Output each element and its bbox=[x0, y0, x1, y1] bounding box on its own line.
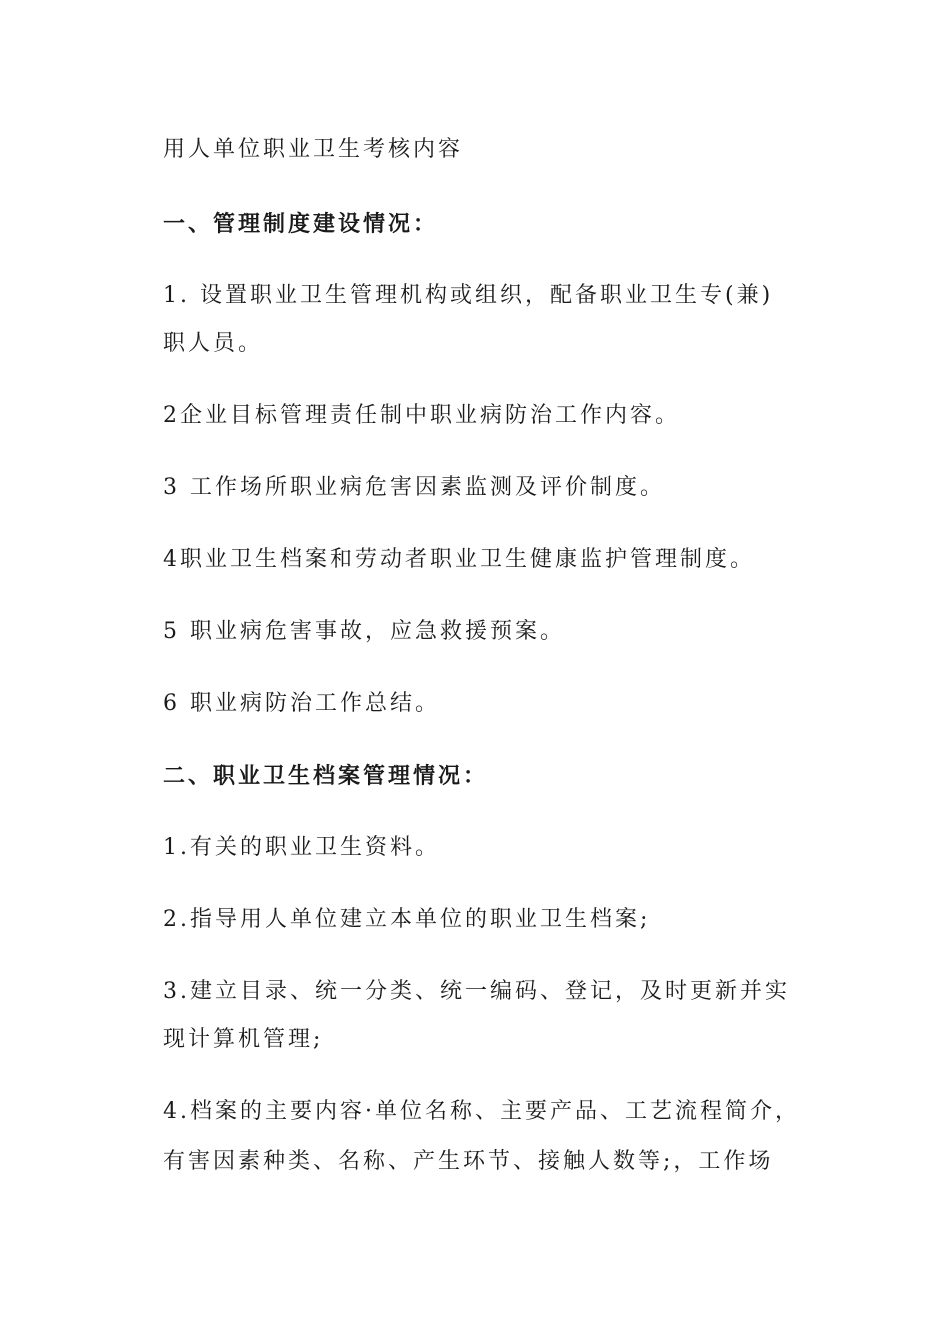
section-2-item-3-line-1: 3.建立目录、统一分类、统一编码、登记，及时更新并实 bbox=[163, 979, 790, 1004]
section-2-item-2: 2.指导用人单位建立本单位的职业卫生档案; bbox=[163, 907, 651, 932]
section-2-item-4-line-1: 4.档案的主要内容·单位名称、主要产品、工艺流程简介， bbox=[163, 1099, 800, 1124]
section-1-item-3: 3 工作场所职业病危害因素监测及评价制度。 bbox=[163, 475, 665, 500]
section-1-item-5: 5 职业病危害事故，应急救援预案。 bbox=[163, 619, 565, 644]
section-2-heading: 二、职业卫生档案管理情况： bbox=[163, 763, 489, 789]
section-1-item-1-line-2: 职人员。 bbox=[163, 331, 264, 356]
section-1-heading: 一、管理制度建设情况： bbox=[163, 211, 439, 237]
section-2-item-4-line-2: 有害因素种类、名称、产生环节、接触人数等;，工作场 bbox=[163, 1149, 774, 1174]
section-1-item-2: 2企业目标管理责任制中职业病防治工作内容。 bbox=[163, 403, 680, 428]
section-1-item-4: 4职业卫生档案和劳动者职业卫生健康监护管理制度。 bbox=[163, 547, 755, 572]
section-2-item-1: 1.有关的职业卫生资料。 bbox=[163, 835, 440, 860]
section-1-item-1-line-1: 1. 设置职业卫生管理机构或组织，配备职业卫生专(兼) bbox=[163, 283, 774, 308]
section-1-item-6: 6 职业病防治工作总结。 bbox=[163, 691, 440, 716]
section-2-item-3-line-2: 现计算机管理; bbox=[163, 1027, 324, 1052]
document-title: 用人单位职业卫生考核内容 bbox=[163, 137, 464, 162]
